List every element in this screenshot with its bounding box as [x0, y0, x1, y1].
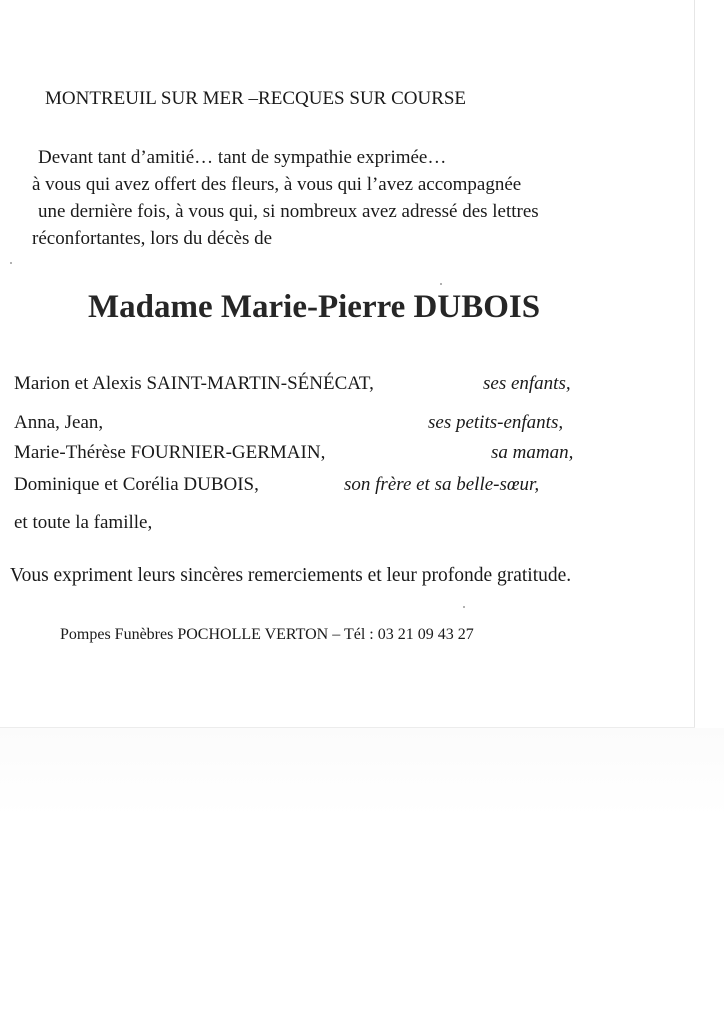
family-relation-brother: son frère et sa belle-sœur,: [344, 474, 540, 495]
scan-speck: [440, 283, 442, 285]
location-header: MONTREUIL SUR MER –RECQUES SUR COURSE: [45, 88, 467, 109]
intro-line-1: Devant tant d’amitié… tant de sympathie exprimée…: [38, 147, 447, 168]
family-names-children: Marion et Alexis SAINT-MARTIN-SÉNÉCAT,: [14, 373, 374, 394]
intro-line-3: une dernière fois, à vous qui, si nombreux avez adressé des lettres: [38, 201, 539, 222]
family-relation-grandchildren: ses petits-enfants,: [428, 412, 564, 433]
family-names-grandchildren: Anna, Jean,: [14, 412, 104, 433]
whole-family-line: et toute la famille,: [14, 512, 153, 533]
deceased-name: Madame Marie-Pierre DUBOIS: [88, 289, 541, 325]
scan-edge-right: [694, 0, 695, 728]
family-relation-mother: sa maman,: [491, 442, 574, 463]
scan-speck: [10, 262, 12, 264]
family-relation-children: ses enfants,: [483, 373, 571, 394]
thanks-line: Vous expriment leurs sincères remerciements et leur profonde gratitude.: [10, 565, 572, 586]
blank-lower-area: [0, 728, 724, 1024]
family-names-brother: Dominique et Corélia DUBOIS,: [14, 474, 259, 495]
scan-speck: [463, 606, 465, 608]
family-names-mother: Marie-Thérèse FOURNIER-GERMAIN,: [14, 442, 326, 463]
intro-line-2: à vous qui avez offert des fleurs, à vous qui l’avez accompagnée: [32, 174, 522, 195]
intro-line-4: réconfortantes, lors du décès de: [32, 228, 273, 249]
funeral-home-line: Pompes Funèbres POCHOLLE VERTON – Tél : 03 21 09 43 27: [60, 626, 474, 643]
